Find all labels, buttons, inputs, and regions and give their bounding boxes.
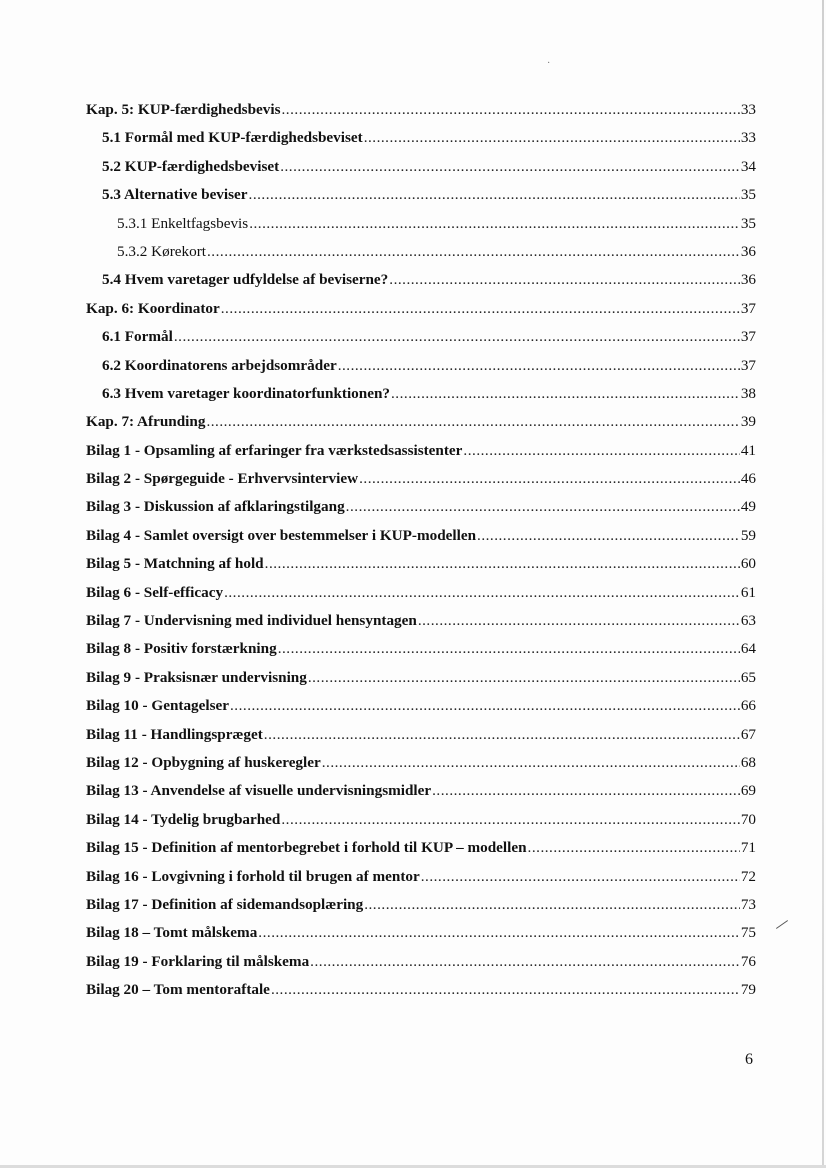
toc-entry-title: 5.3.1 Enkeltfagsbevis (117, 214, 249, 232)
toc-entry-page: 46 (740, 470, 756, 488)
toc-entry-page: 37 (740, 356, 756, 374)
toc-entry (86, 640, 756, 668)
toc-leader-dots (391, 385, 740, 403)
toc-entry (86, 896, 756, 924)
toc-leader-dots (359, 470, 740, 488)
toc-leader-dots (338, 357, 740, 375)
toc-entry-title: Kap. 6: Koordinator (86, 299, 220, 317)
toc-entry-page: 76 (740, 952, 756, 970)
toc-entry (86, 527, 756, 555)
toc-entry-title: 5.2 KUP-færdighedsbeviset (102, 157, 280, 175)
toc-entry (86, 470, 756, 498)
toc-leader-dots (221, 300, 740, 318)
toc-entry (86, 555, 756, 583)
toc-entry-title: Bilag 4 - Samlet oversigt over bestemmelser i KUP-modellen (86, 526, 477, 544)
toc-entry (86, 158, 756, 186)
toc-entry (86, 271, 756, 299)
toc-leader-dots (249, 215, 740, 233)
toc-leader-dots (364, 896, 740, 914)
toc-entry-title: Bilag 2 - Spørgeguide - Erhvervsinterview (86, 470, 359, 488)
toc-leader-dots (364, 129, 740, 147)
toc-entry-page: 36 (740, 242, 756, 260)
toc-entry-page: 33 (740, 129, 756, 147)
toc-entry-title: Bilag 9 - Praksisnær undervisning (86, 668, 307, 686)
toc-leader-dots (265, 555, 740, 573)
toc-leader-dots (258, 924, 740, 942)
toc-entry-page: 72 (740, 867, 756, 885)
toc-entry-page: 39 (740, 413, 756, 431)
toc-entry-title: Bilag 6 - Self-efficacy (86, 583, 224, 601)
toc-entry (86, 215, 756, 243)
toc-leader-dots (281, 811, 739, 829)
toc-entry (86, 782, 756, 810)
toc-entry-title: Bilag 11 - Handlingspræget (86, 725, 263, 743)
toc-entry (86, 413, 756, 441)
toc-entry-page: 69 (740, 782, 756, 800)
toc-entry-page: 35 (740, 186, 756, 204)
toc-leader-dots (224, 584, 740, 602)
toc-entry-title: Bilag 12 - Opbygning af huskeregler (86, 753, 321, 771)
toc-entry-page: 68 (740, 753, 756, 771)
toc-entry-page: 71 (740, 839, 756, 857)
toc-leader-dots (271, 981, 740, 999)
toc-entry (86, 186, 756, 214)
toc-entry-page: 75 (740, 924, 756, 942)
toc-entry-page: 65 (740, 668, 756, 686)
toc-leader-dots (278, 640, 740, 658)
toc-entry-title: Bilag 14 - Tydelig brugbarhed (86, 810, 281, 828)
toc-leader-dots (463, 442, 739, 460)
toc-entry (86, 357, 756, 385)
toc-leader-dots (308, 669, 740, 687)
toc-entry (86, 697, 756, 725)
toc-entry-title: Bilag 16 - Lovgivning i forhold til brugen af mentor (86, 867, 420, 885)
toc-leader-dots (174, 328, 740, 346)
toc-entry (86, 243, 756, 271)
toc-entry-title: Bilag 15 - Definition af mentorbegrebet i forhold til KUP – modellen (86, 839, 527, 857)
scan-edge (822, 0, 824, 1168)
toc-entry-title: 5.1 Formål med KUP-færdighedsbeviset (102, 129, 363, 147)
toc-entry-title: Bilag 1 - Opsamling af erfaringer fra værkstedsassistenter (86, 441, 463, 459)
toc-entry-title: Kap. 7: Afrunding (86, 413, 206, 431)
toc-leader-dots (249, 186, 740, 204)
toc-entry-title: 5.3.2 Kørekort (117, 242, 206, 260)
toc-entry-title: Bilag 3 - Diskussion af afklaringstilgang (86, 498, 345, 516)
toc-entry-page: 59 (740, 526, 756, 544)
toc-entry (86, 612, 756, 640)
toc-leader-dots (280, 158, 740, 176)
toc-entry-title: 6.2 Koordinatorens arbejdsområder (102, 356, 337, 374)
toc-entry-page: 37 (740, 299, 756, 317)
pen-mark (776, 920, 788, 929)
toc-entry-title: 5.4 Hvem varetager udfyldelse af beviserne? (102, 271, 389, 289)
toc-leader-dots (206, 413, 739, 431)
toc-entry-title: Bilag 10 - Gentagelser (86, 697, 229, 715)
toc-leader-dots (264, 726, 740, 744)
toc-entry (86, 953, 756, 981)
toc-leader-dots (389, 271, 740, 289)
toc-entry-page: 36 (740, 271, 756, 289)
toc-entry-page: 41 (740, 441, 756, 459)
toc-entry (86, 442, 756, 470)
toc-entry (86, 839, 756, 867)
toc-leader-dots (421, 868, 740, 886)
toc-entry (86, 300, 756, 328)
table-of-contents (86, 101, 756, 1010)
toc-leader-dots (322, 754, 740, 772)
toc-entry-page: 63 (740, 612, 756, 630)
toc-entry-page: 35 (740, 214, 756, 232)
toc-entry-page: 61 (740, 583, 756, 601)
toc-entry-title: Bilag 20 – Tom mentoraftale (86, 981, 270, 999)
toc-entry (86, 385, 756, 413)
toc-entry (86, 868, 756, 896)
toc-entry (86, 498, 756, 526)
toc-entry-page: 67 (740, 725, 756, 743)
toc-entry-title: Bilag 17 - Definition af sidemandsoplæring (86, 895, 364, 913)
toc-entry (86, 754, 756, 782)
toc-entry-page: 33 (740, 101, 756, 118)
toc-entry-page: 60 (740, 555, 756, 573)
toc-entry-title: Bilag 5 - Matchning af hold (86, 555, 264, 573)
toc-entry-title: Bilag 18 – Tomt målskema (86, 924, 258, 942)
toc-leader-dots (528, 839, 740, 857)
page-number: 6 (745, 1051, 753, 1068)
toc-entry (86, 328, 756, 356)
toc-entry-page: 70 (740, 810, 756, 828)
toc-entry-page: 34 (740, 157, 756, 175)
toc-entry (86, 584, 756, 612)
toc-leader-dots (310, 953, 740, 971)
toc-entry (86, 101, 756, 129)
toc-leader-dots (346, 498, 740, 516)
toc-entry-page: 79 (740, 981, 756, 999)
toc-entry-title: Bilag 19 - Forklaring til målskema (86, 952, 310, 970)
toc-leader-dots (432, 782, 740, 800)
toc-entry-title: Bilag 13 - Anvendelse af visuelle undervisningsmidler (86, 782, 432, 800)
toc-leader-dots (207, 243, 740, 261)
toc-leader-dots (230, 697, 740, 715)
toc-entry-page: 38 (740, 384, 756, 402)
toc-entry (86, 129, 756, 157)
toc-entry-page: 64 (740, 640, 756, 658)
toc-entry (86, 669, 756, 697)
toc-entry-page: 66 (740, 697, 756, 715)
toc-entry-page: 37 (740, 328, 756, 346)
toc-leader-dots (282, 101, 740, 119)
scan-speck: · (547, 58, 551, 69)
toc-entry-title: 5.3 Alternative beviser (102, 186, 248, 204)
toc-entry-title: Bilag 7 - Undervisning med individuel hensyntagen (86, 612, 417, 630)
toc-entry-page: 73 (740, 895, 756, 913)
toc-entry-page: 49 (740, 498, 756, 516)
toc-entry (86, 981, 756, 1009)
toc-entry-title: Kap. 5: KUP-færdighedsbevis (86, 101, 281, 118)
toc-leader-dots (418, 612, 740, 630)
toc-entry-title: Bilag 8 - Positiv forstærkning (86, 640, 277, 658)
toc-entry (86, 726, 756, 754)
toc-entry-title: 6.1 Formål (102, 328, 173, 346)
toc-entry (86, 924, 756, 952)
toc-leader-dots (477, 527, 740, 545)
toc-entry-title: 6.3 Hvem varetager koordinatorfunktionen? (102, 384, 390, 402)
toc-entry (86, 811, 756, 839)
